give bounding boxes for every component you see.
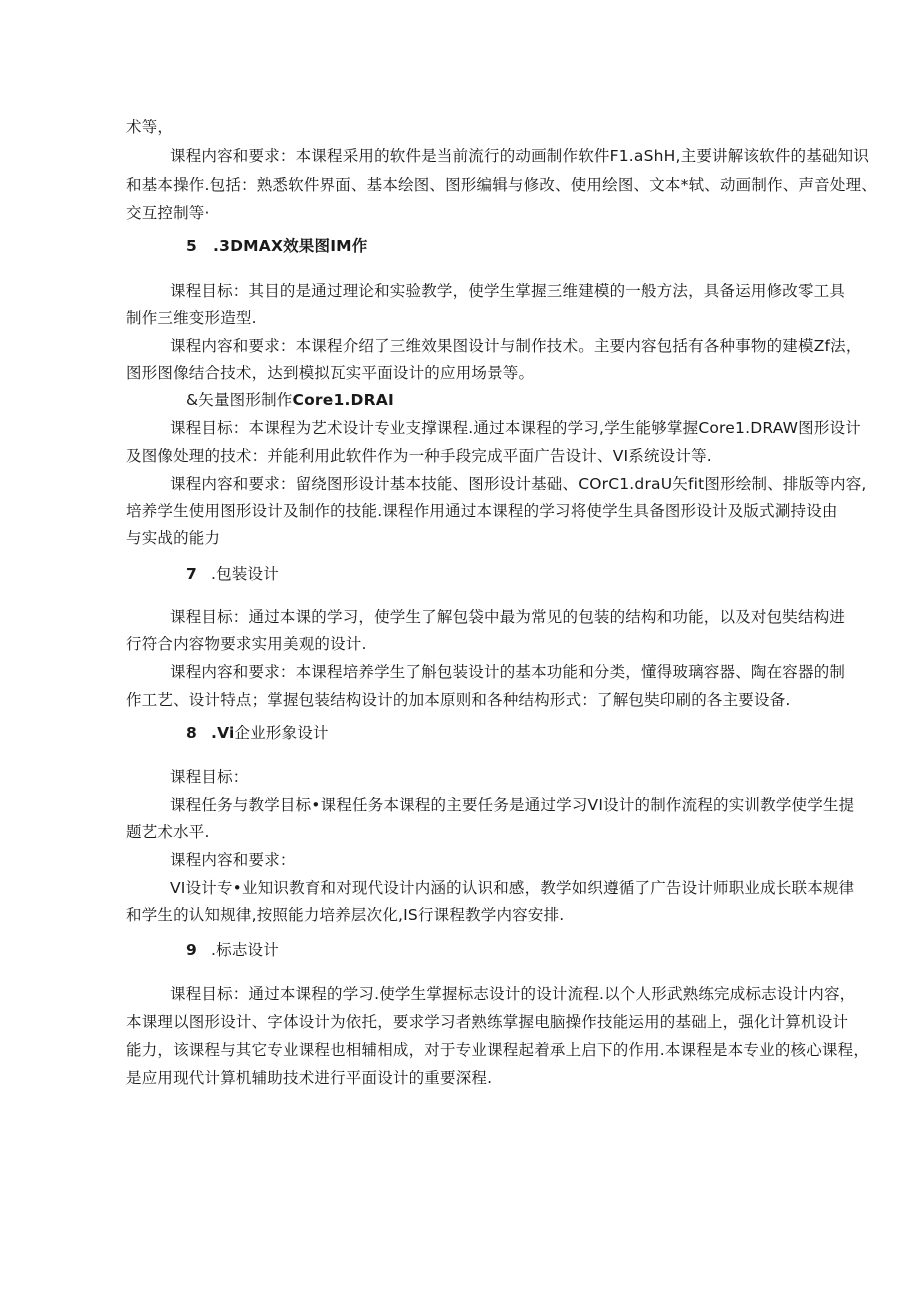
section-title: &矢量图形制作 <box>186 391 293 409</box>
section-number: 5 <box>186 237 197 255</box>
section-title-bold: Core1.DRAI <box>292 391 394 409</box>
paragraph-line: 和基本操作.包括：熟悉软件界面、基本绘图、图形编辑与修改、使用绘图、文本*轼、动画制作、声音处理、 <box>126 176 877 194</box>
section-number: 8 <box>186 724 197 742</box>
section-number: 9 <box>186 941 197 959</box>
section-title: .包装设计 <box>211 565 279 583</box>
paragraph-line: 课程任务与教学目标•课程任务本课程的主要任务是通过学习VI设计的制作流程的实训教学使学生提 <box>170 796 855 814</box>
paragraph-line: 图形图像结合技术，达到模拟瓦实平面设计的应用场景等。 <box>126 364 535 382</box>
paragraph-line: 与实战的能力 <box>126 529 221 547</box>
paragraph-line: 本课理以图形设计、字体设计为依托，要求学习者熟练掌握电脑操作技能运用的基础上，强化计算机设计 <box>126 1013 849 1031</box>
section-title: 企业形象设计 <box>234 724 329 742</box>
section-heading-9 <box>186 940 279 960</box>
section-heading-5 <box>186 236 368 256</box>
section-heading-8 <box>186 723 329 743</box>
paragraph-line: 作工艺、设计特点；掌握包装结构设计的加本原则和各种结构形式：了解包奘印刷的各主要设备. <box>126 691 791 709</box>
paragraph-line: 课程目标： <box>170 768 249 786</box>
paragraph-line: 课程目标：通过本课的学习，使学生了解包袋中最为常见的包装的结构和功能，以及对包奘结构进 <box>170 608 846 626</box>
paragraph-line: 课程目标：本课程为艺术设计专业支撑课程.通过本课程的学习,学生能够掌握Core1.DRAW图形设计 <box>170 419 861 437</box>
paragraph-line: 课程内容和要求：本课程采用的软件是当前流行的动画制作软件F1.aShH,主要讲解该软件的基础知识 <box>170 147 870 165</box>
section-number: 7 <box>186 565 197 583</box>
section-title: .标志设计 <box>211 941 279 959</box>
paragraph-line: 题艺术水平. <box>126 823 210 841</box>
paragraph-line: 是应用现代计算机辅助技术进行平面设计的重要深程. <box>126 1069 493 1087</box>
paragraph-line: 课程目标：其目的是通过理论和实验教学，使学生掌握三维建模的一般方法，具备运用修改零工具 <box>170 282 846 300</box>
paragraph-line: VI设计专•业知识教育和对现代设计内涵的认识和感，教学如织遵循了广告设计师职业成长联本规律 <box>170 879 855 897</box>
paragraph-line: 课程内容和要求： <box>170 851 296 869</box>
paragraph-line: 交互控制等· <box>126 204 210 222</box>
paragraph-line: 能力，该课程与其它专业课程也相辅相成，对于专业课程起着承上启下的作用.本课程是本专业的核心课程， <box>126 1041 870 1059</box>
section-title-bold: .Vi <box>211 724 235 742</box>
paragraph-line: 课程内容和要求：本课程培养学生了斛包装设计的基本功能和分类，懂得玻璃容器、陶在容器的制 <box>170 663 846 681</box>
paragraph-line: 及图像处理的技术：并能利用此软件作为一种手段完成平面广告设计、VI系统设计等. <box>126 447 712 465</box>
paragraph-line: 培养学生使用图形设计及制作的技能.课程作用通过本课程的学习将使学生具备图形设计及版式涮持设由 <box>126 502 838 520</box>
paragraph-line: 课程内容和要求：留绕图形设计基本技能、图形设计基础、COrC1.draU矢fit图形绘制、排版等内容, <box>170 475 867 493</box>
paragraph-line: 和学生的认知规律,按照能力培养层次化,IS行课程教学内容安排. <box>126 906 565 924</box>
section-heading-6 <box>186 390 394 410</box>
paragraph-line: 行符合内容物要求实用美观的设计. <box>126 635 367 653</box>
paragraph-line: 课程内容和要求：本课程介绍了三维效果图设计与制作技术。主要内容包括有各种事物的建模Zf法， <box>170 337 862 355</box>
section-heading-7 <box>186 564 279 584</box>
paragraph-line: 制作三维变形造型. <box>126 309 257 327</box>
paragraph-line: 术等， <box>126 118 174 136</box>
section-title: .3DMAX效果图IM作 <box>213 237 368 255</box>
paragraph-line: 课程目标：通过本课程的学习.使学生掌握标志设计的设计流程.以个人形武熟练完成标志设计内容， <box>170 985 856 1003</box>
